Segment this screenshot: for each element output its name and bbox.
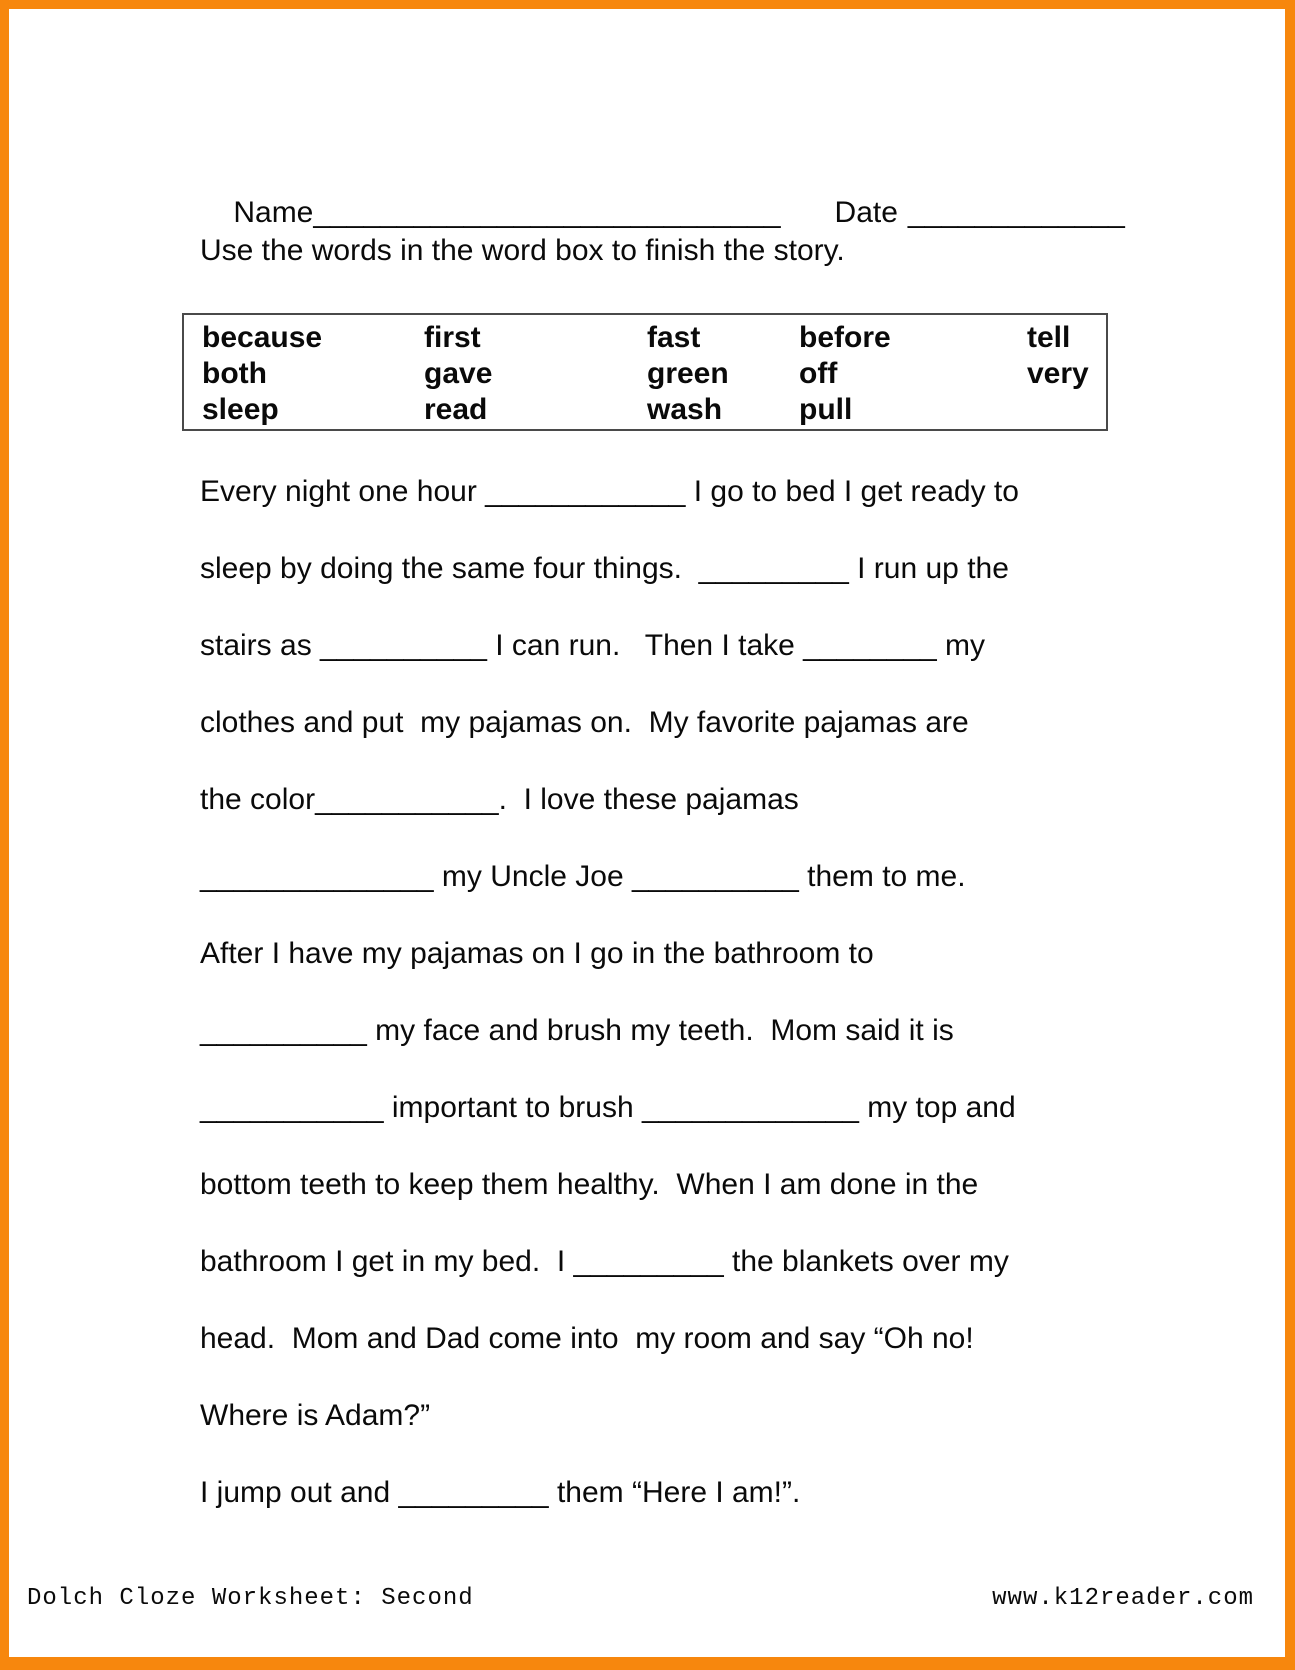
story-line: __________ my face and brush my teeth. Mom said it is (200, 1014, 954, 1047)
story-line: head. Mom and Dad come into my room and say “Oh no! (200, 1322, 974, 1355)
word-box-word: both (202, 357, 267, 390)
word-box-word: very (1027, 357, 1089, 390)
footer (9, 1584, 1285, 1614)
story-line: Every night one hour ____________ I go to bed I get ready to (200, 475, 1019, 508)
story-line: After I have my pajamas on I go in the bathroom to (200, 937, 874, 970)
story-line: stairs as __________ I can run. Then I take ________ my (200, 629, 985, 662)
word-box-word: read (424, 393, 488, 426)
word-box (182, 313, 1108, 431)
story-line: Where is Adam?” (200, 1399, 431, 1432)
word-box-word: green (647, 357, 729, 390)
word-box-word: first (424, 321, 481, 354)
story-line: bathroom I get in my bed. I _________ the blankets over my (200, 1245, 1009, 1278)
word-box-word: fast (647, 321, 701, 354)
story-line: bottom teeth to keep them healthy. When I am done in the (200, 1168, 979, 1201)
word-box-word: pull (799, 393, 853, 426)
name-blank-line: ____________________________ (313, 196, 781, 229)
story-line: clothes and put my pajamas on. My favorite pajamas are (200, 706, 969, 739)
story-text (200, 453, 1080, 1531)
word-box-word: wash (647, 393, 723, 426)
word-box-word: gave (424, 357, 493, 390)
footer-website: www.k12reader.com (992, 1585, 1254, 1612)
date-label: Date (834, 196, 898, 229)
story-line: I jump out and _________ them “Here I am!”. (200, 1476, 801, 1509)
word-box-word: off (799, 357, 838, 390)
word-box-word: before (799, 321, 891, 354)
word-box-word: because (202, 321, 323, 354)
name-label: Name (233, 196, 314, 229)
story-line: ___________ important to brush _____________ my top and (200, 1091, 1016, 1124)
story-line: sleep by doing the same four things. _________ I run up the (200, 552, 1009, 585)
date-blank-line: _____________ (907, 196, 1125, 229)
footer-title: Dolch Cloze Worksheet: Second (27, 1585, 474, 1612)
instruction-text: Use the words in the word box to finish the story. (200, 234, 845, 267)
story-line: the color___________. I love these pajamas (200, 783, 799, 816)
word-box-word: sleep (202, 393, 279, 426)
word-box-word: tell (1027, 321, 1071, 354)
word-box-word (1027, 392, 1106, 428)
story-line: ______________ my Uncle Joe __________ them to me. (200, 860, 966, 893)
